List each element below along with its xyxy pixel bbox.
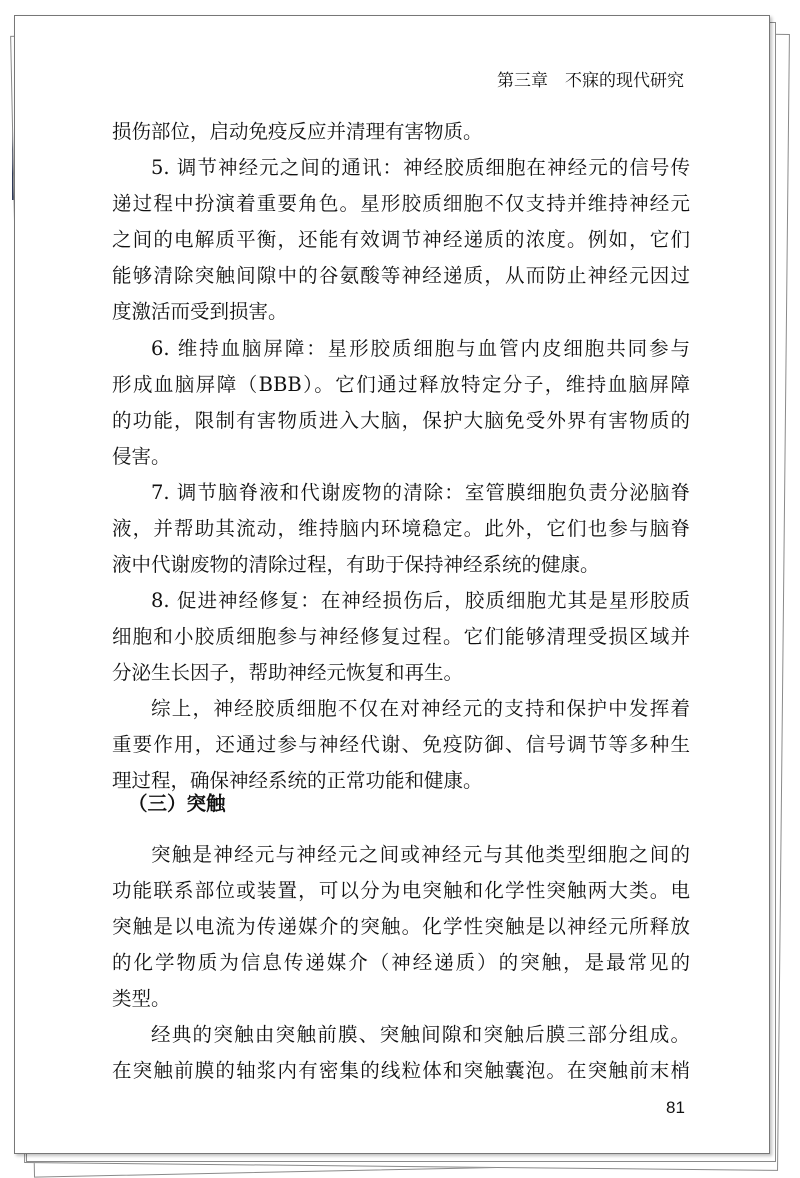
text-line: 液中代谢废物的清除过程，有助于保持神经系统的健康。	[112, 553, 600, 576]
text-line: 之间的电解质平衡，还能有效调节神经递质的浓度。例如，它们	[112, 228, 690, 251]
book-page	[14, 15, 770, 1154]
text-line: 侵害。	[112, 445, 171, 468]
text-line: 递过程中扮演着重要角色。星形胶质细胞不仅支持并维持神经元	[112, 192, 690, 215]
text-line: 突触是以电流为传递媒介的突触。化学性突触是以神经元所释放	[112, 915, 690, 938]
text-line: 能够清除突触间隙中的谷氨酸等神经递质，从而防止神经元因过	[112, 264, 690, 287]
text-line: 经典的突触由突触前膜、突触间隙和突触后膜三部分组成。	[151, 1023, 690, 1046]
text-line: 形成血脑屏障（BBB）。它们通过释放特定分子，维持血脑屏障	[112, 373, 690, 396]
text-line: 细胞和小胶质细胞参与神经修复过程。它们能够清理受损区域并	[112, 625, 690, 648]
text-line: 度激活而受到损害。	[112, 300, 288, 323]
running-header: 第三章 不寐的现代研究	[497, 71, 684, 91]
text-line: 功能联系部位或装置，可以分为电突触和化学性突触两大类。电	[112, 879, 690, 902]
text-line: 5. 调节神经元之间的通讯：神经胶质细胞在神经元的信号传	[151, 156, 690, 179]
text-line: 突触是神经元与神经元之间或神经元与其他类型细胞之间的	[151, 843, 690, 866]
text-line: 的化学物质为信息传递媒介（神经递质）的突触，是最常见的	[112, 951, 690, 974]
text-line: 液，并帮助其流动，维持脑内环境稳定。此外，它们也参与脑脊	[112, 517, 690, 540]
text-line: 在突触前膜的轴浆内有密集的线粒体和突触囊泡。在突触前末梢	[112, 1059, 690, 1082]
text-line: 类型。	[112, 987, 171, 1010]
section-heading: （三）突触	[128, 792, 226, 815]
text-line: 7. 调节脑脊液和代谢废物的清除：室管膜细胞负责分泌脑脊	[151, 481, 690, 504]
text-line: 综上，神经胶质细胞不仅在对神经元的支持和保护中发挥着	[151, 697, 690, 720]
text-line: 损伤部位，启动免疫反应并清理有害物质。	[112, 120, 483, 143]
text-line: 重要作用，还通过参与神经代谢、免疫防御、信号调节等多种生	[112, 733, 690, 756]
text-line: 的功能，限制有害物质进入大脑，保护大脑免受外界有害物质的	[112, 409, 690, 432]
page-number: 81	[666, 1098, 685, 1117]
text-line: 8. 促进神经修复：在神经损伤后，胶质细胞尤其是星形胶质	[151, 589, 690, 612]
text-line: 分泌生长因子，帮助神经元恢复和再生。	[112, 661, 464, 684]
text-line: 6. 维持血脑屏障：星形胶质细胞与血管内皮细胞共同参与	[151, 337, 690, 360]
text-line: 理过程，确保神经系统的正常功能和健康。	[112, 769, 483, 792]
